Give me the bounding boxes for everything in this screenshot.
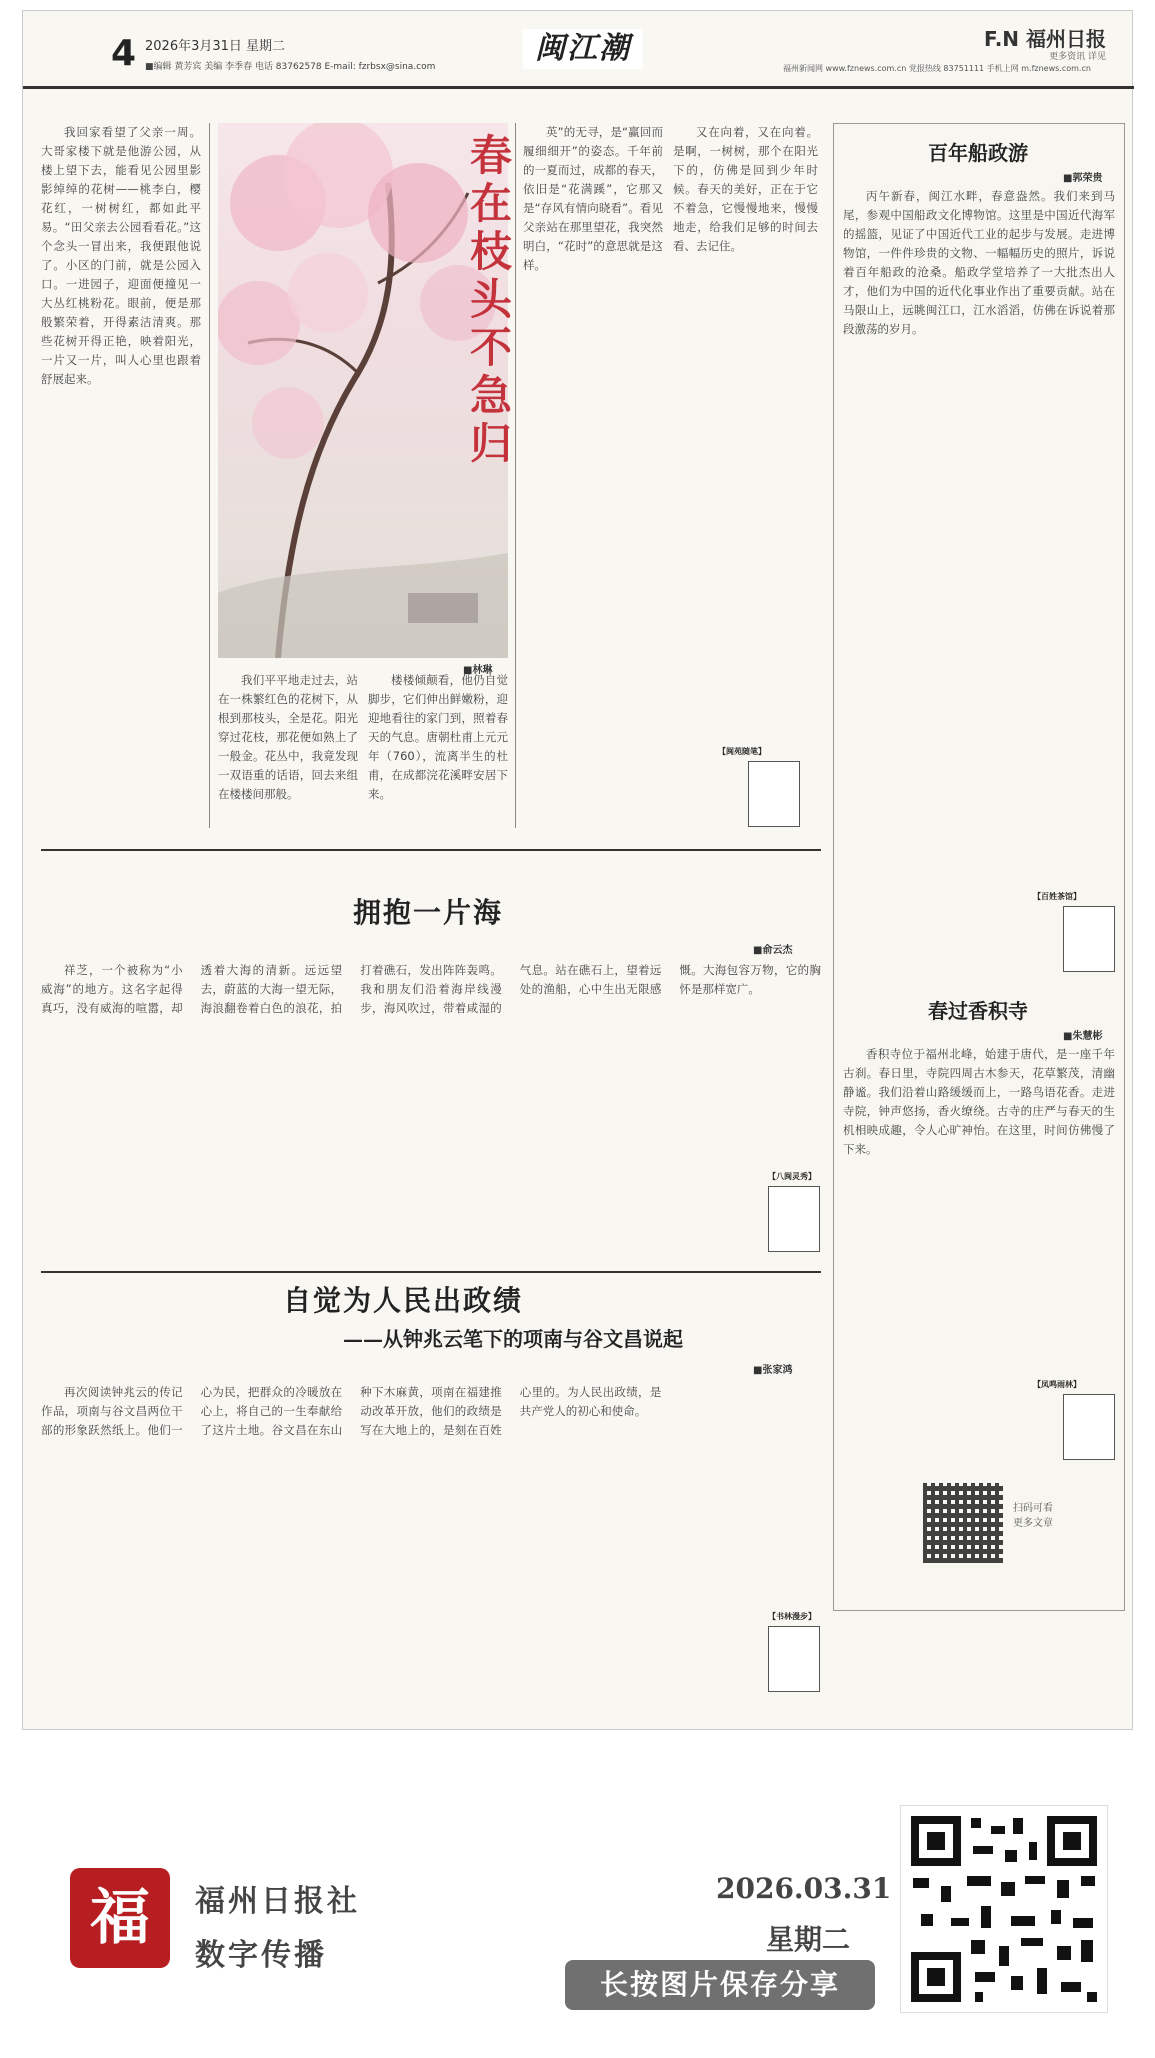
sidebar-article2-byline: ■朱慧彬 [1063, 1031, 1103, 1042]
article3-body: 再次阅读钟兆云的传记作品，项南与谷文昌两位干部的形象跃然纸上。他们一心为民，把群众的冷暖放在心上，将自己的一生奉献给了这片土地。谷文昌在东山种下木麻黄，项南在福建推动改革开放，他们的政绩是写在大地上的，是刻在百姓心里的。为人民出政绩，是共产党人的初心和使命。 [41, 1385, 662, 1437]
column-stamp-icon [748, 761, 800, 827]
newspaper-logo: F.N 福州日报 [983, 27, 1106, 51]
section-divider [41, 849, 821, 851]
article2-byline: ■俞云杰 [753, 945, 793, 956]
article1-column-5: 又在向着，又在向着。是啊，一树树，那个在阳光下的，仿佛是回到少年时候。春天的美好，正在于它不着急，它慢慢地来，慢慢地走，给我们足够的时间去看、去记住。 [673, 125, 818, 253]
column-tag: 【八闽灵秀】 [768, 1172, 816, 1181]
share-qr-code-icon[interactable] [900, 1805, 1108, 2013]
column-tag: 【闽苑随笔】 [718, 747, 766, 756]
article1-column-4: 英”的无寻，是“赢回而履细细开”的姿态。千年前的一夏而过，成都的春天，依旧是“花满蹊”，它那又是“存风有情向晓看”。看见父亲站在那里望花，我突然明白，“花时”的意思就是这样。 [523, 125, 663, 272]
logo-glyph-icon: 福 [90, 1883, 150, 1953]
page-number: 4 [111, 33, 137, 74]
column-divider [515, 123, 516, 828]
column-stamp-icon [1063, 906, 1115, 972]
footer-date: 2026.03.31 [716, 1872, 892, 1905]
page-header [23, 11, 1134, 89]
article1-byline: ■林琳 [463, 665, 493, 676]
issue-date: 2026年3月31日 星期二 [145, 39, 286, 54]
publisher-name: 福州日报社 [195, 1884, 360, 1919]
column-divider [209, 123, 210, 828]
column-tag: 【百姓茶馆】 [1033, 892, 1081, 901]
article3-byline: ■张家鸿 [753, 1365, 793, 1376]
publisher-logo [70, 1868, 170, 1968]
sidebar-article2-body: 香积寺位于福州北峰，始建于唐代，是一座千年古刹。春日里，寺院四周古木参天，花草繁茂，清幽静谧。我们沿着山路缓缓而上，一路鸟语花香。走进寺院，钟声悠扬，香火缭绕。古寺的庄严与春天的生机相映成趣，令人心旷神怡。在这里，时间仿佛慢了下来。 [843, 1047, 1115, 1156]
article2-body: 祥芝，一个被称为“小威海”的地方。这名字起得真巧，没有威海的喧嚣，却透着大海的清新。远远望去，蔚蓝的大海一望无际，海浪翻卷着白色的浪花，拍打着礁石，发出阵阵轰鸣。我和朋友们沿着海岸线漫步，海风吹过，带着咸湿的气息。站在礁石上，望着远处的渔船，心中生出无限感慨。大海包容万物，它的胸怀是那样宽广。 [41, 963, 821, 1015]
article1-title: 春在枝头不急归 [464, 133, 513, 469]
sidebar-article2-title: 春过香积寺 [928, 999, 1028, 1023]
sidebar-article1-body: 丙午新春，闽江水畔，春意盎然。我们来到马尾，参观中国船政文化博物馆。这里是中国近代海军的摇篮，见证了中国近代工业的起步与发展。走进博物馆，一件件珍贵的文物、一幅幅历史的照片，诉说着百年船政的沧桑。船政学堂培养了一大批杰出人才，他们为中国的近代化事业作出了重要贡献。站在马限山上，远眺闽江口，江水滔滔，仿佛在诉说着那段激荡的岁月。 [843, 189, 1115, 336]
column-stamp-icon [768, 1626, 820, 1692]
qr-code-icon[interactable] [923, 1483, 1003, 1563]
sidebar-article1-byline: ■郭荣贵 [1063, 173, 1103, 184]
contact-line: 福州新闻网 www.fznews.com.cn 党报热线 83751111 手机上网 m.fznews.com.cn [783, 64, 1091, 73]
column-tag: 【书林漫步】 [768, 1612, 816, 1621]
publisher-tagline: 数字传播 [195, 1938, 327, 1973]
column-stamp-icon [1063, 1394, 1115, 1460]
newspaper-page [22, 10, 1133, 1730]
article2-title: 拥抱一片海 [353, 896, 504, 929]
logo-subtitle: 更多资讯 详见 [1049, 52, 1106, 62]
qr-pattern [901, 1806, 1107, 2012]
article1-column-1: 我回家看望了父亲一周。大哥家楼下就是他游公园，从楼上望下去，能看见公园里影影绰绰的花树——桃李白，樱花红，一树树红，都如此平易。“田父亲去公园看看花。”这个念头一冒出来，我便跟他说了。小区的门前，就是公园入口。一进园子，迎面便撞见一大丛红桃粉花。眼前，便是那般繁荣着，开得素洁清爽。那些花树开得正艳，映着阳光，一片又一片，叫人心里也跟着舒展起来。 [41, 125, 201, 386]
article1-column-3: 楼楼倾颠看，他仍自觉脚步，它们伸出鲜嫩粉，迎迎地看往的家门到，照着春天的气息。唐朝杜甫上元元年（760），流离半生的杜甫，在成都浣花溪畔安居下来。 [368, 673, 508, 801]
column-stamp-icon [768, 1186, 820, 1252]
sidebar-article1-title: 百年船政游 [928, 141, 1028, 165]
section-divider [41, 1271, 821, 1273]
column-tag: 【凤鸣雨林】 [1033, 1380, 1081, 1389]
editor-credits: ■编辑 黄芳宾 美编 李季春 电话 83762578 E-mail: fzrbsx@sina.com [145, 62, 436, 72]
section-title: 闽江潮 [523, 29, 643, 69]
share-button[interactable]: 长按图片保存分享 [565, 1960, 875, 2010]
qr-note: 扫码可看 更多文章 [1013, 1503, 1053, 1529]
article1-column-2: 我们平平地走过去，站在一株繁红色的花树下，从根到那枝头，全是花。阳光穿过花枝，那花便如熟上了一般金。花丛中，我竟发现一双语重的话语，回去来组在楼楼间那般。 [218, 673, 358, 801]
article3-title: 自觉为人民出政绩 [283, 1284, 524, 1317]
footer-weekday: 星期二 [766, 1923, 851, 1956]
article3-subtitle: ——从钟兆云笔下的项南与谷文昌说起 [343, 1327, 683, 1351]
